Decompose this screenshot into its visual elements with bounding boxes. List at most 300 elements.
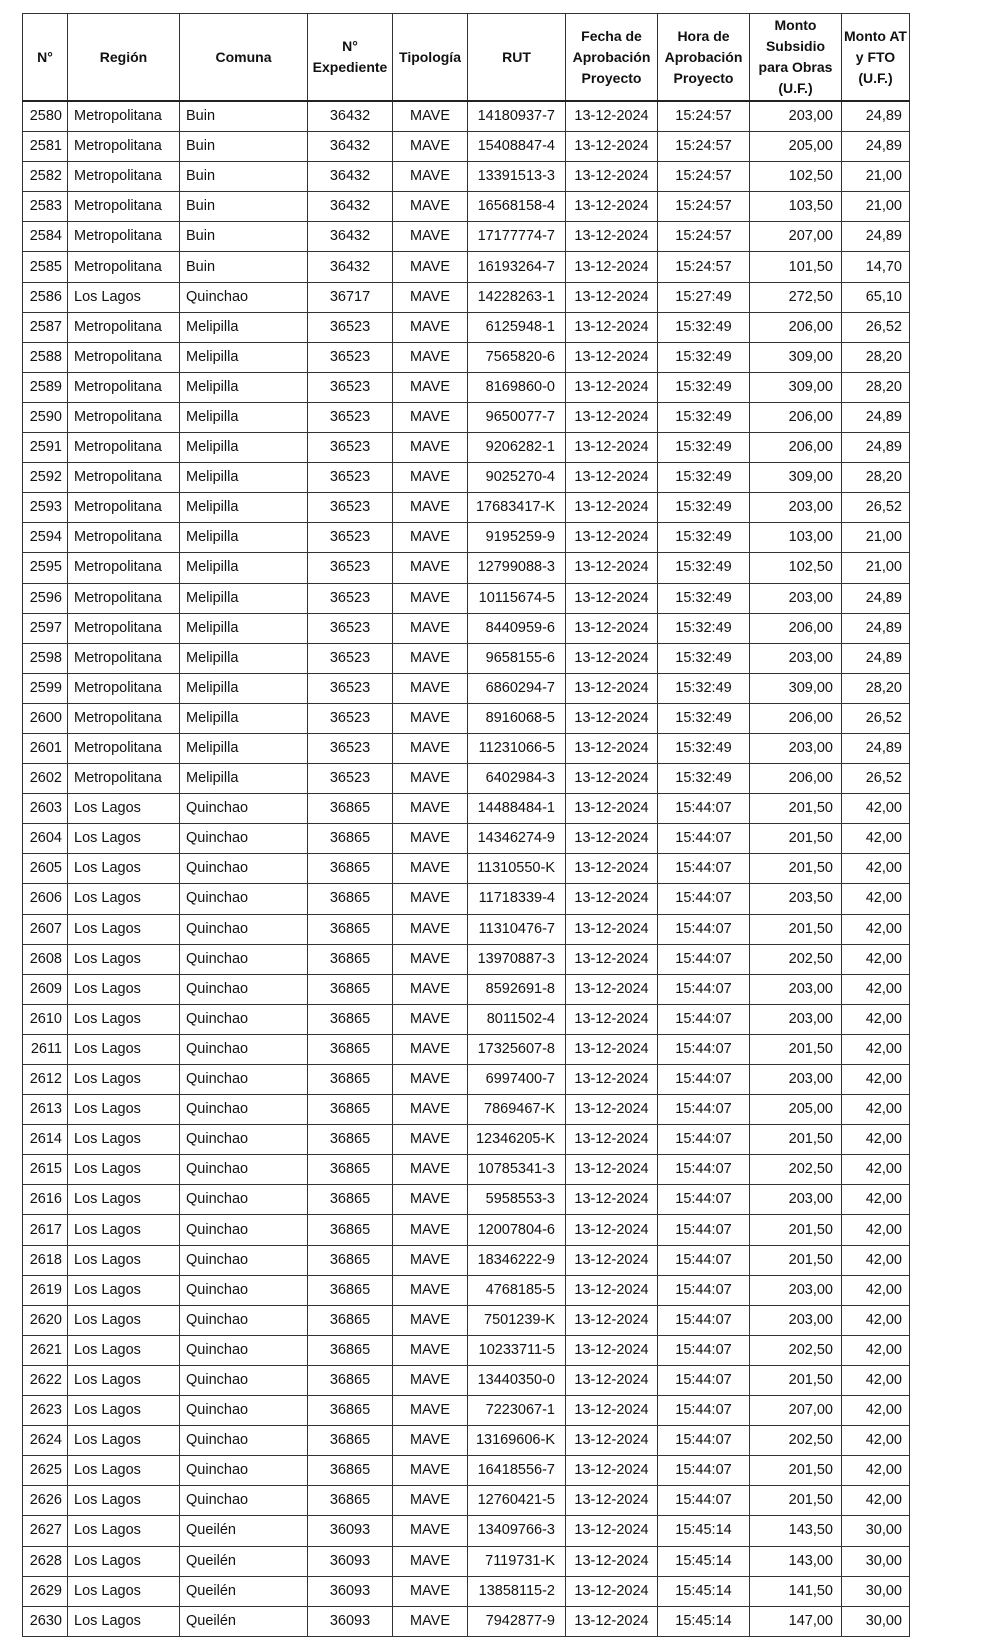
cell-region: Metropolitana bbox=[68, 613, 180, 643]
cell-rut: 7942877-9 bbox=[468, 1606, 566, 1636]
cell-region: Metropolitana bbox=[68, 192, 180, 222]
cell-comuna: Queilén bbox=[180, 1576, 308, 1606]
cell-fecha: 13-12-2024 bbox=[566, 402, 658, 432]
cell-monto-at: 24,89 bbox=[842, 643, 910, 673]
cell-rut: 9206282-1 bbox=[468, 433, 566, 463]
cell-expediente: 36432 bbox=[308, 132, 393, 162]
cell-comuna: Melipilla bbox=[180, 673, 308, 703]
cell-rut: 14180937-7 bbox=[468, 101, 566, 132]
cell-region: Metropolitana bbox=[68, 342, 180, 372]
cell-expediente: 36093 bbox=[308, 1576, 393, 1606]
cell-hora: 15:44:07 bbox=[658, 1125, 750, 1155]
cell-comuna: Queilén bbox=[180, 1516, 308, 1546]
cell-hora: 15:32:49 bbox=[658, 463, 750, 493]
cell-hora: 15:44:07 bbox=[658, 1275, 750, 1305]
cell-comuna: Quinchao bbox=[180, 944, 308, 974]
cell-num: 2610 bbox=[23, 1004, 68, 1034]
cell-region: Metropolitana bbox=[68, 523, 180, 553]
cell-expediente: 36865 bbox=[308, 1215, 393, 1245]
cell-num: 2584 bbox=[23, 222, 68, 252]
cell-expediente: 36865 bbox=[308, 884, 393, 914]
cell-rut: 7869467-K bbox=[468, 1095, 566, 1125]
cell-monto-at: 42,00 bbox=[842, 944, 910, 974]
cell-hora: 15:44:07 bbox=[658, 1365, 750, 1395]
cell-monto-obras: 201,50 bbox=[750, 1456, 842, 1486]
cell-expediente: 36865 bbox=[308, 1004, 393, 1034]
cell-num: 2628 bbox=[23, 1546, 68, 1576]
table-row bbox=[23, 1275, 910, 1305]
cell-num: 2618 bbox=[23, 1245, 68, 1275]
cell-rut: 7119731-K bbox=[468, 1546, 566, 1576]
cell-num: 2580 bbox=[23, 101, 68, 132]
cell-hora: 15:44:07 bbox=[658, 914, 750, 944]
cell-fecha: 13-12-2024 bbox=[566, 884, 658, 914]
cell-fecha: 13-12-2024 bbox=[566, 222, 658, 252]
cell-comuna: Queilén bbox=[180, 1606, 308, 1636]
cell-num: 2596 bbox=[23, 583, 68, 613]
cell-hora: 15:32:49 bbox=[658, 643, 750, 673]
header-monto-obras: Monto Subsidio para Obras (U.F.) bbox=[750, 14, 842, 102]
cell-hora: 15:44:07 bbox=[658, 794, 750, 824]
cell-monto-at: 30,00 bbox=[842, 1606, 910, 1636]
cell-num: 2624 bbox=[23, 1426, 68, 1456]
cell-fecha: 13-12-2024 bbox=[566, 1155, 658, 1185]
cell-monto-obras: 102,50 bbox=[750, 162, 842, 192]
cell-tipologia: MAVE bbox=[393, 312, 468, 342]
table-body bbox=[23, 101, 910, 1636]
cell-num: 2587 bbox=[23, 312, 68, 342]
cell-fecha: 13-12-2024 bbox=[566, 1606, 658, 1636]
cell-expediente: 36432 bbox=[308, 192, 393, 222]
cell-region: Los Lagos bbox=[68, 794, 180, 824]
cell-hora: 15:45:14 bbox=[658, 1606, 750, 1636]
cell-monto-obras: 202,50 bbox=[750, 944, 842, 974]
cell-region: Los Lagos bbox=[68, 914, 180, 944]
cell-comuna: Quinchao bbox=[180, 1125, 308, 1155]
cell-expediente: 36865 bbox=[308, 914, 393, 944]
cell-hora: 15:44:07 bbox=[658, 1486, 750, 1516]
cell-monto-at: 42,00 bbox=[842, 1426, 910, 1456]
cell-region: Metropolitana bbox=[68, 222, 180, 252]
cell-region: Los Lagos bbox=[68, 884, 180, 914]
cell-hora: 15:32:49 bbox=[658, 583, 750, 613]
cell-rut: 8916068-5 bbox=[468, 703, 566, 733]
cell-tipologia: MAVE bbox=[393, 162, 468, 192]
cell-rut: 8011502-4 bbox=[468, 1004, 566, 1034]
cell-comuna: Melipilla bbox=[180, 372, 308, 402]
table-row bbox=[23, 433, 910, 463]
cell-rut: 15408847-4 bbox=[468, 132, 566, 162]
cell-num: 2586 bbox=[23, 282, 68, 312]
cell-monto-at: 42,00 bbox=[842, 794, 910, 824]
cell-comuna: Melipilla bbox=[180, 583, 308, 613]
cell-comuna: Melipilla bbox=[180, 643, 308, 673]
cell-expediente: 36523 bbox=[308, 703, 393, 733]
cell-monto-at: 42,00 bbox=[842, 1335, 910, 1365]
cell-monto-at: 21,00 bbox=[842, 523, 910, 553]
cell-tipologia: MAVE bbox=[393, 252, 468, 282]
cell-region: Metropolitana bbox=[68, 733, 180, 763]
cell-monto-at: 26,52 bbox=[842, 703, 910, 733]
cell-region: Metropolitana bbox=[68, 703, 180, 733]
table-row bbox=[23, 944, 910, 974]
cell-hora: 15:44:07 bbox=[658, 1095, 750, 1125]
cell-monto-at: 42,00 bbox=[842, 1004, 910, 1034]
cell-tipologia: MAVE bbox=[393, 1275, 468, 1305]
cell-monto-obras: 103,00 bbox=[750, 523, 842, 553]
cell-region: Los Lagos bbox=[68, 1125, 180, 1155]
cell-fecha: 13-12-2024 bbox=[566, 1215, 658, 1245]
cell-num: 2615 bbox=[23, 1155, 68, 1185]
cell-comuna: Quinchao bbox=[180, 824, 308, 854]
cell-rut: 9195259-9 bbox=[468, 523, 566, 553]
cell-expediente: 36432 bbox=[308, 222, 393, 252]
header-hora: Hora de Aprobación Proyecto bbox=[658, 14, 750, 102]
cell-monto-at: 24,89 bbox=[842, 733, 910, 763]
cell-monto-obras: 272,50 bbox=[750, 282, 842, 312]
header-fecha: Fecha de Aprobación Proyecto bbox=[566, 14, 658, 102]
cell-comuna: Quinchao bbox=[180, 1335, 308, 1365]
cell-fecha: 13-12-2024 bbox=[566, 282, 658, 312]
cell-monto-at: 42,00 bbox=[842, 1034, 910, 1064]
cell-num: 2609 bbox=[23, 974, 68, 1004]
cell-expediente: 36865 bbox=[308, 974, 393, 1004]
cell-monto-obras: 203,50 bbox=[750, 884, 842, 914]
cell-rut: 12799088-3 bbox=[468, 553, 566, 583]
cell-comuna: Quinchao bbox=[180, 1396, 308, 1426]
table-row bbox=[23, 643, 910, 673]
cell-monto-obras: 207,00 bbox=[750, 222, 842, 252]
cell-region: Metropolitana bbox=[68, 673, 180, 703]
cell-monto-at: 30,00 bbox=[842, 1576, 910, 1606]
cell-fecha: 13-12-2024 bbox=[566, 824, 658, 854]
cell-hora: 15:44:07 bbox=[658, 1155, 750, 1185]
cell-monto-at: 42,00 bbox=[842, 1065, 910, 1095]
cell-region: Metropolitana bbox=[68, 583, 180, 613]
cell-monto-at: 42,00 bbox=[842, 854, 910, 884]
cell-hora: 15:32:49 bbox=[658, 703, 750, 733]
table-row bbox=[23, 613, 910, 643]
cell-monto-at: 42,00 bbox=[842, 1305, 910, 1335]
cell-monto-at: 24,89 bbox=[842, 433, 910, 463]
cell-expediente: 36717 bbox=[308, 282, 393, 312]
cell-fecha: 13-12-2024 bbox=[566, 703, 658, 733]
cell-monto-at: 42,00 bbox=[842, 1155, 910, 1185]
cell-num: 2611 bbox=[23, 1034, 68, 1064]
cell-rut: 10115674-5 bbox=[468, 583, 566, 613]
cell-fecha: 13-12-2024 bbox=[566, 553, 658, 583]
cell-comuna: Quinchao bbox=[180, 1245, 308, 1275]
table-row bbox=[23, 1034, 910, 1064]
cell-monto-obras: 203,00 bbox=[750, 1004, 842, 1034]
cell-comuna: Melipilla bbox=[180, 764, 308, 794]
cell-rut: 14228263-1 bbox=[468, 282, 566, 312]
cell-expediente: 36865 bbox=[308, 1245, 393, 1275]
cell-monto-obras: 309,00 bbox=[750, 463, 842, 493]
cell-expediente: 36865 bbox=[308, 854, 393, 884]
cell-fecha: 13-12-2024 bbox=[566, 673, 658, 703]
cell-hora: 15:32:49 bbox=[658, 613, 750, 643]
cell-monto-obras: 103,50 bbox=[750, 192, 842, 222]
cell-tipologia: MAVE bbox=[393, 523, 468, 553]
table-row bbox=[23, 854, 910, 884]
cell-tipologia: MAVE bbox=[393, 854, 468, 884]
cell-monto-at: 24,89 bbox=[842, 132, 910, 162]
cell-comuna: Quinchao bbox=[180, 282, 308, 312]
cell-expediente: 36865 bbox=[308, 1396, 393, 1426]
cell-tipologia: MAVE bbox=[393, 733, 468, 763]
cell-expediente: 36865 bbox=[308, 944, 393, 974]
cell-rut: 17325607-8 bbox=[468, 1034, 566, 1064]
cell-monto-at: 24,89 bbox=[842, 222, 910, 252]
cell-num: 2613 bbox=[23, 1095, 68, 1125]
cell-expediente: 36865 bbox=[308, 1426, 393, 1456]
cell-expediente: 36523 bbox=[308, 433, 393, 463]
cell-monto-obras: 201,50 bbox=[750, 1245, 842, 1275]
cell-tipologia: MAVE bbox=[393, 1365, 468, 1395]
cell-comuna: Quinchao bbox=[180, 1155, 308, 1185]
cell-fecha: 13-12-2024 bbox=[566, 101, 658, 132]
cell-rut: 14346274-9 bbox=[468, 824, 566, 854]
cell-tipologia: MAVE bbox=[393, 1155, 468, 1185]
cell-comuna: Quinchao bbox=[180, 1095, 308, 1125]
cell-comuna: Quinchao bbox=[180, 1004, 308, 1034]
cell-tipologia: MAVE bbox=[393, 1456, 468, 1486]
cell-tipologia: MAVE bbox=[393, 1095, 468, 1125]
cell-monto-at: 24,89 bbox=[842, 101, 910, 132]
cell-tipologia: MAVE bbox=[393, 493, 468, 523]
cell-expediente: 36523 bbox=[308, 493, 393, 523]
cell-tipologia: MAVE bbox=[393, 1125, 468, 1155]
cell-monto-obras: 203,00 bbox=[750, 733, 842, 763]
cell-monto-at: 42,00 bbox=[842, 1215, 910, 1245]
cell-num: 2616 bbox=[23, 1185, 68, 1215]
table-row bbox=[23, 282, 910, 312]
cell-rut: 18346222-9 bbox=[468, 1245, 566, 1275]
cell-tipologia: MAVE bbox=[393, 764, 468, 794]
cell-fecha: 13-12-2024 bbox=[566, 342, 658, 372]
cell-num: 2583 bbox=[23, 192, 68, 222]
cell-tipologia: MAVE bbox=[393, 673, 468, 703]
cell-expediente: 36523 bbox=[308, 673, 393, 703]
cell-region: Los Lagos bbox=[68, 1215, 180, 1245]
cell-rut: 9658155-6 bbox=[468, 643, 566, 673]
cell-region: Los Lagos bbox=[68, 1034, 180, 1064]
cell-monto-at: 42,00 bbox=[842, 974, 910, 1004]
subsidy-approval-table bbox=[22, 13, 910, 1637]
cell-monto-at: 30,00 bbox=[842, 1546, 910, 1576]
table-row bbox=[23, 523, 910, 553]
cell-monto-obras: 203,00 bbox=[750, 1275, 842, 1305]
cell-monto-obras: 205,00 bbox=[750, 132, 842, 162]
cell-region: Metropolitana bbox=[68, 312, 180, 342]
cell-tipologia: MAVE bbox=[393, 1215, 468, 1245]
cell-expediente: 36865 bbox=[308, 1155, 393, 1185]
cell-rut: 13169606-K bbox=[468, 1426, 566, 1456]
cell-monto-obras: 201,50 bbox=[750, 1486, 842, 1516]
cell-comuna: Melipilla bbox=[180, 342, 308, 372]
cell-monto-obras: 206,00 bbox=[750, 613, 842, 643]
header-tipologia: Tipología bbox=[393, 14, 468, 102]
cell-comuna: Melipilla bbox=[180, 733, 308, 763]
table-row bbox=[23, 914, 910, 944]
cell-monto-obras: 206,00 bbox=[750, 312, 842, 342]
cell-hora: 15:24:57 bbox=[658, 252, 750, 282]
cell-comuna: Melipilla bbox=[180, 463, 308, 493]
cell-num: 2590 bbox=[23, 402, 68, 432]
cell-region: Los Lagos bbox=[68, 1275, 180, 1305]
cell-hora: 15:44:07 bbox=[658, 1004, 750, 1034]
cell-fecha: 13-12-2024 bbox=[566, 1125, 658, 1155]
cell-hora: 15:44:07 bbox=[658, 1215, 750, 1245]
cell-monto-at: 42,00 bbox=[842, 1245, 910, 1275]
cell-num: 2629 bbox=[23, 1576, 68, 1606]
cell-fecha: 13-12-2024 bbox=[566, 733, 658, 763]
cell-region: Metropolitana bbox=[68, 402, 180, 432]
header-comuna: Comuna bbox=[180, 14, 308, 102]
cell-hora: 15:44:07 bbox=[658, 1456, 750, 1486]
cell-hora: 15:44:07 bbox=[658, 1426, 750, 1456]
cell-fecha: 13-12-2024 bbox=[566, 312, 658, 342]
cell-monto-at: 42,00 bbox=[842, 1456, 910, 1486]
cell-expediente: 36523 bbox=[308, 613, 393, 643]
cell-num: 2607 bbox=[23, 914, 68, 944]
cell-fecha: 13-12-2024 bbox=[566, 914, 658, 944]
cell-expediente: 36523 bbox=[308, 733, 393, 763]
table-row bbox=[23, 342, 910, 372]
cell-region: Los Lagos bbox=[68, 1065, 180, 1095]
cell-region: Los Lagos bbox=[68, 1396, 180, 1426]
cell-rut: 16193264-7 bbox=[468, 252, 566, 282]
table-row bbox=[23, 1426, 910, 1456]
table-row bbox=[23, 222, 910, 252]
cell-rut: 7501239-K bbox=[468, 1305, 566, 1335]
cell-monto-at: 26,52 bbox=[842, 312, 910, 342]
cell-monto-obras: 309,00 bbox=[750, 342, 842, 372]
header-row bbox=[23, 14, 910, 102]
table-row bbox=[23, 1125, 910, 1155]
cell-rut: 7565820-6 bbox=[468, 342, 566, 372]
cell-monto-obras: 203,00 bbox=[750, 583, 842, 613]
cell-region: Los Lagos bbox=[68, 1095, 180, 1125]
cell-fecha: 13-12-2024 bbox=[566, 192, 658, 222]
cell-region: Los Lagos bbox=[68, 1305, 180, 1335]
cell-comuna: Quinchao bbox=[180, 884, 308, 914]
cell-comuna: Melipilla bbox=[180, 433, 308, 463]
cell-num: 2614 bbox=[23, 1125, 68, 1155]
cell-num: 2606 bbox=[23, 884, 68, 914]
cell-monto-at: 28,20 bbox=[842, 372, 910, 402]
cell-fecha: 13-12-2024 bbox=[566, 1576, 658, 1606]
table-row bbox=[23, 1456, 910, 1486]
cell-rut: 9650077-7 bbox=[468, 402, 566, 432]
cell-num: 2595 bbox=[23, 553, 68, 583]
cell-tipologia: MAVE bbox=[393, 1305, 468, 1335]
cell-hora: 15:32:49 bbox=[658, 433, 750, 463]
cell-tipologia: MAVE bbox=[393, 101, 468, 132]
cell-comuna: Quinchao bbox=[180, 1456, 308, 1486]
cell-num: 2604 bbox=[23, 824, 68, 854]
cell-fecha: 13-12-2024 bbox=[566, 162, 658, 192]
table-row bbox=[23, 764, 910, 794]
cell-num: 2605 bbox=[23, 854, 68, 884]
cell-hora: 15:44:07 bbox=[658, 1335, 750, 1365]
cell-tipologia: MAVE bbox=[393, 1426, 468, 1456]
cell-tipologia: MAVE bbox=[393, 1004, 468, 1034]
cell-rut: 13440350-0 bbox=[468, 1365, 566, 1395]
cell-monto-at: 42,00 bbox=[842, 914, 910, 944]
cell-expediente: 36865 bbox=[308, 824, 393, 854]
cell-rut: 6125948-1 bbox=[468, 312, 566, 342]
cell-hora: 15:32:49 bbox=[658, 523, 750, 553]
cell-monto-at: 26,52 bbox=[842, 764, 910, 794]
cell-comuna: Buin bbox=[180, 192, 308, 222]
cell-rut: 16418556-7 bbox=[468, 1456, 566, 1486]
cell-expediente: 36523 bbox=[308, 463, 393, 493]
cell-hora: 15:32:49 bbox=[658, 372, 750, 402]
cell-expediente: 36523 bbox=[308, 553, 393, 583]
cell-tipologia: MAVE bbox=[393, 553, 468, 583]
cell-region: Metropolitana bbox=[68, 493, 180, 523]
cell-hora: 15:44:07 bbox=[658, 1305, 750, 1335]
cell-num: 2588 bbox=[23, 342, 68, 372]
cell-fecha: 13-12-2024 bbox=[566, 1245, 658, 1275]
cell-region: Los Lagos bbox=[68, 1516, 180, 1546]
cell-num: 2620 bbox=[23, 1305, 68, 1335]
cell-tipologia: MAVE bbox=[393, 944, 468, 974]
cell-num: 2603 bbox=[23, 794, 68, 824]
cell-tipologia: MAVE bbox=[393, 1185, 468, 1215]
cell-tipologia: MAVE bbox=[393, 1486, 468, 1516]
cell-expediente: 36523 bbox=[308, 523, 393, 553]
table-row bbox=[23, 733, 910, 763]
cell-comuna: Quinchao bbox=[180, 914, 308, 944]
cell-num: 2602 bbox=[23, 764, 68, 794]
cell-fecha: 13-12-2024 bbox=[566, 433, 658, 463]
cell-fecha: 13-12-2024 bbox=[566, 854, 658, 884]
cell-hora: 15:24:57 bbox=[658, 132, 750, 162]
cell-monto-at: 21,00 bbox=[842, 192, 910, 222]
cell-num: 2593 bbox=[23, 493, 68, 523]
cell-tipologia: MAVE bbox=[393, 132, 468, 162]
cell-fecha: 13-12-2024 bbox=[566, 372, 658, 402]
cell-fecha: 13-12-2024 bbox=[566, 1426, 658, 1456]
cell-monto-at: 28,20 bbox=[842, 463, 910, 493]
table-row bbox=[23, 463, 910, 493]
cell-hora: 15:24:57 bbox=[658, 192, 750, 222]
cell-rut: 5958553-3 bbox=[468, 1185, 566, 1215]
cell-hora: 15:32:49 bbox=[658, 342, 750, 372]
table-row bbox=[23, 1576, 910, 1606]
header-expediente: N° Expediente bbox=[308, 14, 393, 102]
table-row bbox=[23, 794, 910, 824]
cell-fecha: 13-12-2024 bbox=[566, 944, 658, 974]
cell-monto-obras: 202,50 bbox=[750, 1426, 842, 1456]
cell-region: Los Lagos bbox=[68, 1456, 180, 1486]
cell-region: Metropolitana bbox=[68, 101, 180, 132]
cell-monto-obras: 101,50 bbox=[750, 252, 842, 282]
cell-fecha: 13-12-2024 bbox=[566, 764, 658, 794]
cell-fecha: 13-12-2024 bbox=[566, 1335, 658, 1365]
cell-monto-at: 42,00 bbox=[842, 1275, 910, 1305]
cell-monto-obras: 143,50 bbox=[750, 1516, 842, 1546]
cell-expediente: 36523 bbox=[308, 764, 393, 794]
cell-tipologia: MAVE bbox=[393, 463, 468, 493]
cell-comuna: Melipilla bbox=[180, 312, 308, 342]
cell-monto-at: 21,00 bbox=[842, 162, 910, 192]
cell-region: Los Lagos bbox=[68, 1004, 180, 1034]
cell-expediente: 36865 bbox=[308, 1456, 393, 1486]
